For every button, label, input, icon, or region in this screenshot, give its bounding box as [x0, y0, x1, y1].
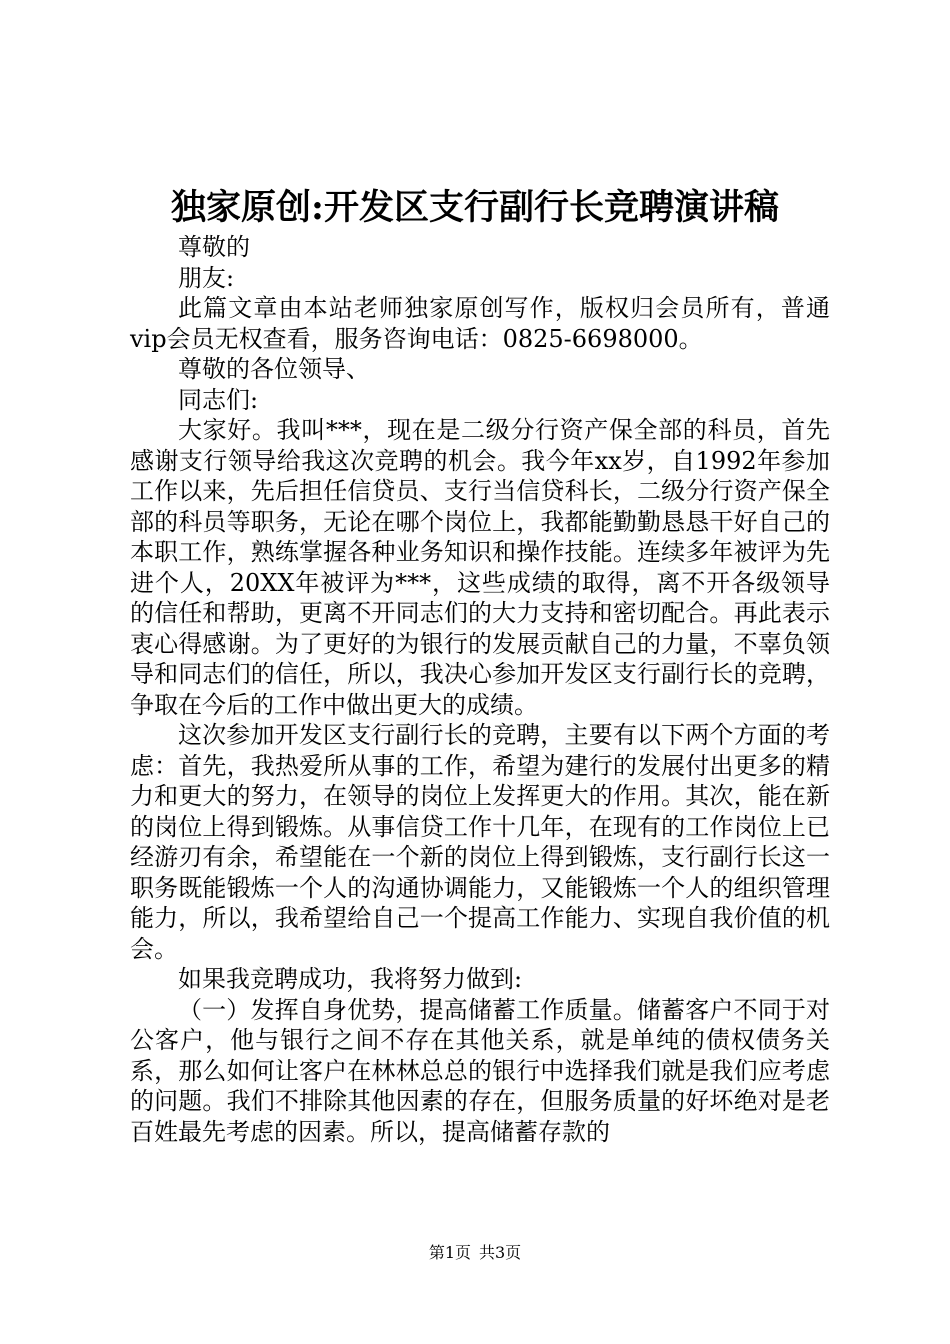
paragraph-salutation-1: 尊敬的 [178, 233, 250, 261]
page-number: 第1页 [428, 1243, 471, 1262]
paragraph-plan-item-1: （一）发挥自身优势，提高储蓄工作质量。储蓄客户不同于对公客户，他与银行之间不存在其他关系，就是单纯的债权债务关系，那么如何让客户在林林总总的银行中选择我们就是我们应考虑的问题。我们不排除其他因素的存在，但服务质量的好坏绝对是老百姓最先考虑的因素。所以，提高储蓄存款的 [130, 995, 830, 1146]
paragraph-salutation-2: 朋友: [178, 263, 235, 292]
paragraph-salutation-4: 同志们: [178, 385, 259, 414]
page-total: 共3页 [479, 1243, 522, 1262]
paragraph-salutation-3: 尊敬的各位领导、 [178, 355, 370, 383]
document-title: 独家原创:开发区支行副行长竞聘演讲稿 [171, 187, 779, 228]
paragraph-plan-intro: 如果我竞聘成功，我将努力做到: [178, 965, 523, 993]
paragraph-copyright-notice: 此篇文章由本站老师独家原创写作，版权归会员所有，普通vip会员无权查看，服务咨询电话：0825-6698000。 [130, 294, 830, 353]
page-footer [0, 1242, 950, 1264]
document-body [130, 232, 830, 1147]
paragraph-motivation: 这次参加开发区支行副行长的竞聘，主要有以下两个方面的考虑：首先，我热爱所从事的工作，希望为建行的发展付出更多的精力和更大的努力，在领导的岗位上发挥更大的作用。其次，能在新的岗位上得到锻炼。从事信贷工作十几年，在现有的工作岗位上已经游刃有余，希望能在一个新的岗位上得到锻炼，支行副行长这一职务既能锻炼一个人的沟通协调能力，又能锻炼一个人的组织管理能力，所以，我希望给自己一个提高工作能力、实现自我价值的机会。 [130, 721, 830, 963]
paragraph-introduction: 大家好。我叫***，现在是二级分行资产保全部的科员，首先感谢支行领导给我这次竞聘的机会。我今年xx岁，自1992年参加工作以来，先后担任信贷员、支行当信贷科长，二级分行资产保全部的科员等职务，无论在哪个岗位上，我都能勤勤恳恳干好自己的本职工作，熟练掌握各种业务知识和操作技能。连续多年被评为先进个人，20XX年被评为***，这些成绩的取得，离不开各级领导的信任和帮助，更离不开同志们的大力支持和密切配合。再此表示衷心得感谢。为了更好的为银行的发展贡献自己的力量，不辜负领导和同志们的信任，所以，我决心参加开发区支行副行长的竞聘，争取在今后的工作中做出更大的成绩。 [130, 416, 830, 719]
